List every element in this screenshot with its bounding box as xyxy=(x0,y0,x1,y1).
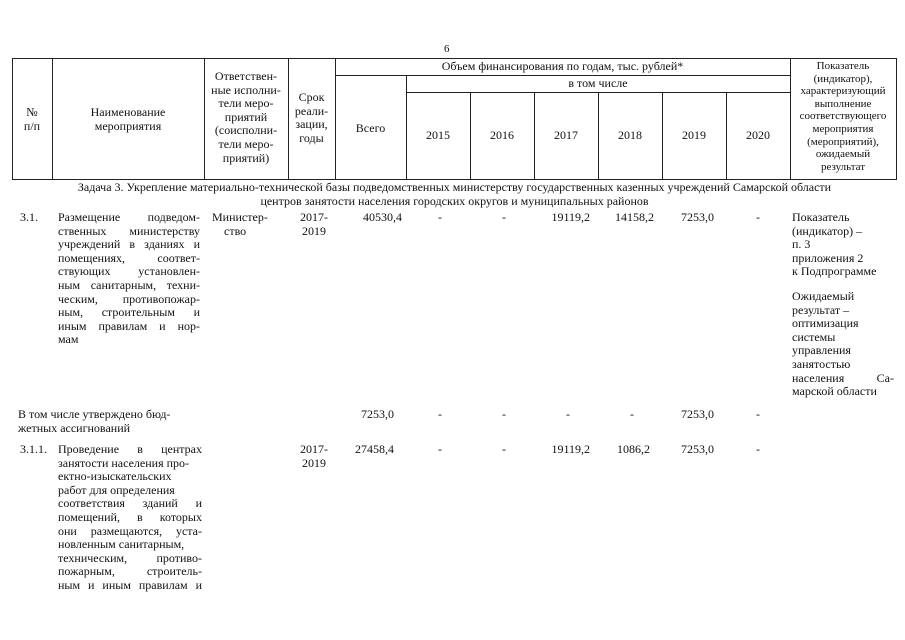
row-3-1-name-line: ным, строительным и xyxy=(58,305,200,320)
header-period-line: годы xyxy=(299,130,324,145)
row-3-1-expected-result xyxy=(792,290,894,399)
row-3-1-expected-line: оптимизация xyxy=(792,316,859,331)
header-total: Всего xyxy=(355,121,386,135)
header-period-line: реали- xyxy=(294,103,329,118)
row-3-1-expected-line: результат – xyxy=(792,302,850,317)
header-year-2017: 2017 xyxy=(554,128,578,142)
row-3-1-1-name-line: соответствия зданий и xyxy=(58,496,202,511)
row-3-1-1-name-line: они размещаются, уста- xyxy=(58,523,202,538)
row-3-1-2019: 7253,0 xyxy=(681,210,714,224)
header-name-line: Наименование xyxy=(90,105,166,119)
row-3-1-period-line: 2017- xyxy=(300,210,328,224)
header-responsible-line: Ответствен- xyxy=(214,69,278,83)
row-3-1-number: 3.1. xyxy=(20,210,38,224)
row-3-1-name-line: ческим, противопожар- xyxy=(58,291,200,306)
row-3-1-expected-line: марской области xyxy=(792,384,877,399)
row-3-1-1-name xyxy=(58,443,202,593)
budget-row-label xyxy=(18,408,208,435)
header-responsible-line: (соисполни- xyxy=(214,123,278,138)
header-indicator-line: характеризующий xyxy=(800,85,886,98)
row-3-1-1-name-line: помещений, в которых xyxy=(58,509,202,524)
row-3-1-expected-line: занятостью xyxy=(792,356,851,371)
row-3-1-period-line: 2019 xyxy=(302,223,326,238)
header-number-line: п/п xyxy=(23,118,41,133)
row-3-1-2015: - xyxy=(438,210,442,224)
budget-row-label-line: жетных ассигнований xyxy=(18,420,131,435)
budget-row-label-line: В том числе утверждено бюд- xyxy=(18,407,171,421)
row-3-1-1-total: 27458,4 xyxy=(355,442,394,456)
row-3-1-expected-line: Ожидаемый xyxy=(792,289,855,303)
header-period xyxy=(288,91,335,145)
header-including: в том числе xyxy=(568,76,628,90)
budget-row-2016: - xyxy=(502,407,506,421)
row-3-1-1-name-line: пожарным, строитель- xyxy=(58,564,202,579)
header-number-line: № xyxy=(26,105,38,119)
header-responsible-line: тели меро- xyxy=(218,96,274,111)
header-indicator xyxy=(790,60,896,173)
budget-row-2018: - xyxy=(630,407,634,421)
funding-header-divider xyxy=(335,75,790,76)
row-3-1-name-line: иным правилам и нор- xyxy=(58,318,200,333)
row-3-1-total: 40530,4 xyxy=(363,210,402,224)
row-3-1-responsible-line: ство xyxy=(224,223,247,238)
task-heading-line: центров занятости населения городских округов и муниципальных районов xyxy=(260,193,649,208)
row-3-1-expected-line: управления xyxy=(792,343,851,358)
row-3-1-name-line: ным санитарным, техни- xyxy=(58,277,200,292)
header-name-line: мероприятия xyxy=(94,118,162,133)
row-3-1-expected-line: населения Са- xyxy=(792,370,894,385)
header-responsible-line: приятий) xyxy=(222,150,270,165)
header-indicator-line: мероприятия xyxy=(812,122,874,135)
row-3-1-responsible-line: Министер- xyxy=(212,210,268,224)
page-number: 6 xyxy=(444,43,450,55)
row-3-1-1-2016: - xyxy=(502,442,506,456)
row-3-1-1-name-line: новленным санитарным, xyxy=(58,537,185,552)
header-indicator-line: выполнение xyxy=(814,97,872,110)
row-3-1-1-number: 3.1.1. xyxy=(20,442,47,456)
row-3-1-expected-line: системы xyxy=(792,329,836,344)
header-responsible xyxy=(204,70,288,165)
row-3-1-indicator-line: (индикатор) – xyxy=(792,223,863,238)
task-heading xyxy=(12,181,897,208)
row-3-1-1-name-line: занятости населения про- xyxy=(58,455,190,470)
row-3-1-2020: - xyxy=(756,210,760,224)
row-3-1-2017: 19119,2 xyxy=(551,210,590,224)
header-indicator-line: (мероприятий), xyxy=(807,135,879,148)
header-indicator-line: соответствующего xyxy=(799,110,887,123)
task-heading-line: Задача 3. Укрепление материально-технической базы подведомственных министерству государственных казенных учреждений Самарской области xyxy=(77,180,832,194)
row-3-1-responsible xyxy=(212,211,284,238)
row-3-1-1-period-line: 2019 xyxy=(302,455,326,470)
row-3-1-1-name-line: техническим, противо- xyxy=(58,550,202,565)
header-number xyxy=(12,106,52,133)
header-indicator-line: результат xyxy=(820,160,866,173)
header-year-2016: 2016 xyxy=(490,128,514,142)
row-3-1-indicator-line: приложения 2 xyxy=(792,250,864,265)
row-3-1-indicator-line: Показатель xyxy=(792,210,850,224)
header-name xyxy=(52,106,204,133)
header-year-2019: 2019 xyxy=(682,128,706,142)
row-3-1-indicator xyxy=(792,211,894,279)
header-year-2018: 2018 xyxy=(618,128,642,142)
header-year-2015: 2015 xyxy=(426,128,450,142)
row-3-1-name-line: помещениях, соответ- xyxy=(58,250,200,265)
budget-row-2015: - xyxy=(438,407,442,421)
row-3-1-1-name-line: ектно-изыскательских xyxy=(58,469,172,484)
budget-row-2019: 7253,0 xyxy=(681,407,714,421)
row-3-1-1-name-line: Проведение в центрах xyxy=(58,442,202,456)
header-funding: Объем финансирования по годам, тыс. рублей* xyxy=(441,59,684,73)
row-3-1-name-line: учреждений в зданиях и xyxy=(58,237,200,252)
table-right-border xyxy=(896,58,897,180)
row-3-1-name-line: мам xyxy=(58,332,79,347)
row-3-1-1-name-line: ным и иным правилам и xyxy=(58,577,202,592)
row-3-1-indicator-line: п. 3 xyxy=(792,237,811,252)
row-3-1-name-line: Размещение подведом- xyxy=(58,210,200,224)
header-indicator-line: (индикатор), xyxy=(813,72,873,85)
row-3-1-1-period-line: 2017- xyxy=(300,442,328,456)
row-3-1-name xyxy=(58,211,200,347)
header-indicator-line: ожидаемый xyxy=(815,148,871,161)
col-divider-total xyxy=(406,75,407,180)
header-responsible-line: приятий xyxy=(224,109,268,124)
budget-row-total: 7253,0 xyxy=(361,407,394,421)
row-3-1-name-line: ствующих установлен- xyxy=(58,264,200,279)
row-3-1-1-2017: 19119,2 xyxy=(551,442,590,456)
row-3-1-1-2015: - xyxy=(438,442,442,456)
row-3-1-1-2019: 7253,0 xyxy=(681,442,714,456)
header-year-2020: 2020 xyxy=(746,128,770,142)
row-3-1-2018: 14158,2 xyxy=(615,210,654,224)
row-3-1-indicator-line: к Подпрограмме xyxy=(792,264,877,279)
row-3-1-1-2018: 1086,2 xyxy=(617,442,650,456)
header-period-line: зации, xyxy=(295,117,328,132)
col-divider-funding xyxy=(335,58,336,180)
header-responsible-line: тели меро- xyxy=(218,136,274,151)
row-3-1-1-2020: - xyxy=(756,442,760,456)
row-3-1-1-name-line: работ для определения xyxy=(58,482,175,497)
header-period-line: Срок xyxy=(298,90,325,104)
budget-row-2017: - xyxy=(566,407,570,421)
header-responsible-line: ные исполни- xyxy=(211,82,281,97)
row-3-1-name-line: ственных министерству xyxy=(58,223,200,238)
header-indicator-line: Показатель xyxy=(816,60,870,72)
budget-row-2020: - xyxy=(756,407,760,421)
row-3-1-2016: - xyxy=(502,210,506,224)
